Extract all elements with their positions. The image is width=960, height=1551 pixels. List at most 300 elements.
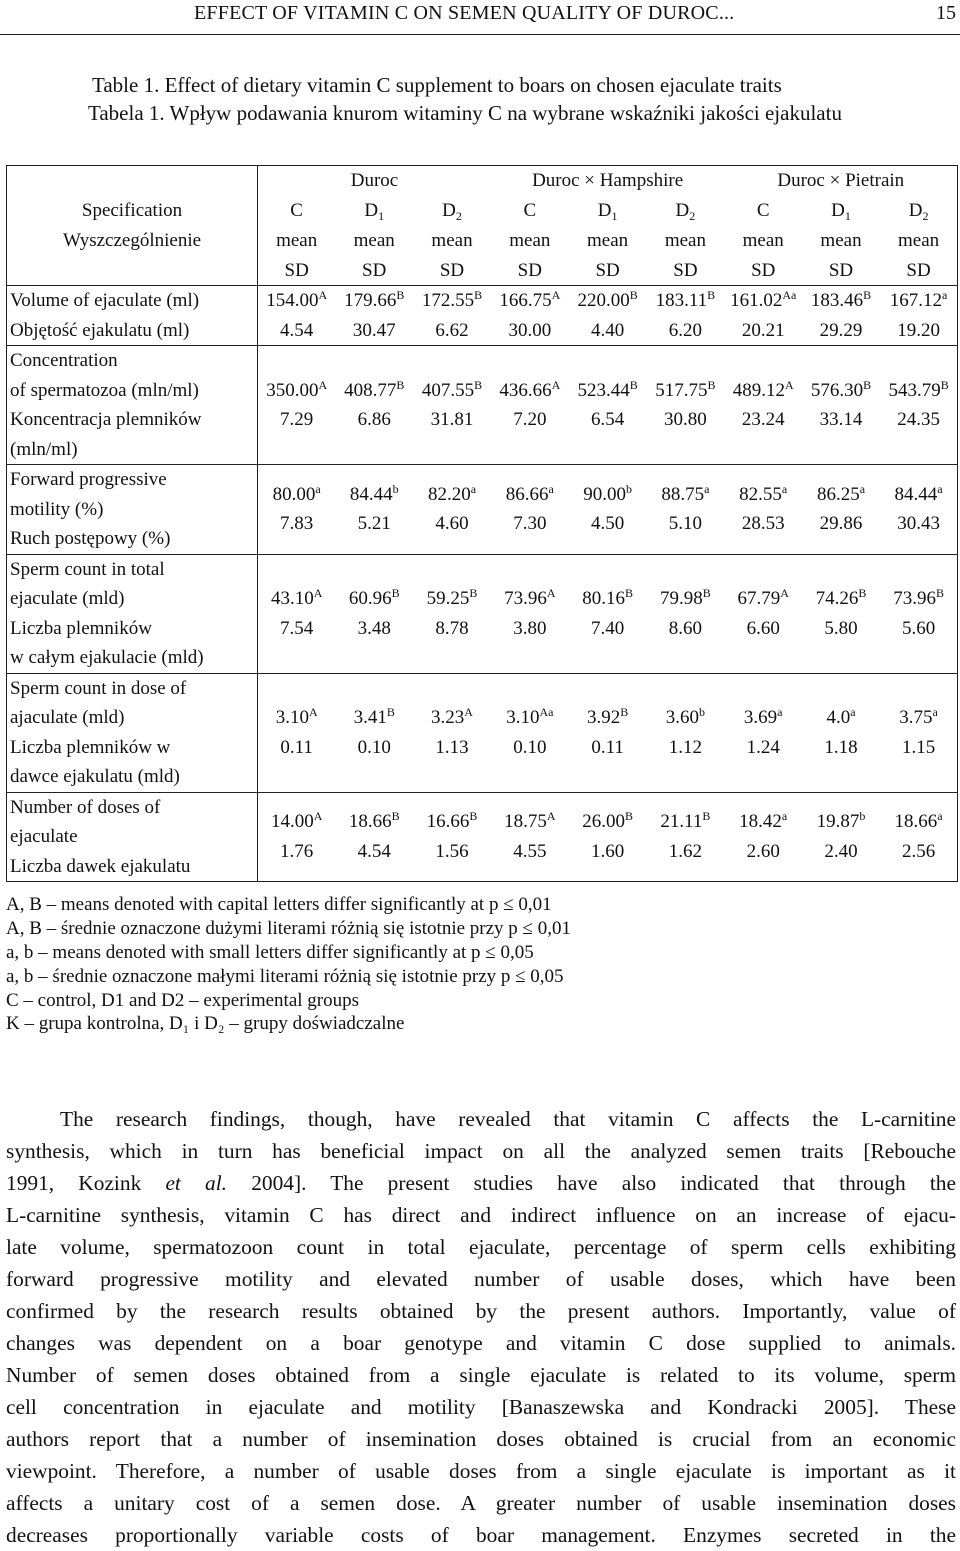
group-label: D (364, 200, 379, 221)
value-cell (413, 554, 491, 673)
sd-value: 6.86 (357, 409, 391, 430)
mean-value (491, 807, 569, 837)
value-cell (491, 465, 569, 555)
significance-letter: B (702, 586, 711, 600)
specification-header-line: Specification (81, 200, 183, 221)
significance-letter: B (391, 809, 400, 824)
paragraph-line: cell concentration in ejaculate and motility [Banaszewska and Kondracki 2005]. These (6, 1395, 956, 1419)
sd-value: 4.60 (435, 513, 469, 535)
mean-number: 523.44 (577, 379, 630, 401)
stat-header (724, 226, 802, 286)
significance-letter: a (850, 705, 856, 719)
table-caption-english: Table 1. Effect of dietary vitamin C supplement to boars on chosen ejaculate traits (92, 73, 782, 97)
sd-label: SD (439, 259, 465, 281)
significance-letter: a (315, 481, 321, 496)
mean-number: 3.10 (506, 707, 540, 728)
mean-value (724, 584, 802, 614)
value-cell (647, 465, 725, 555)
stat-header (647, 226, 725, 286)
group-header (880, 196, 958, 226)
running-head-title: EFFECT OF VITAMIN C ON SEMEN QUALITY OF DUROC... (194, 2, 735, 24)
value-cell (569, 465, 647, 555)
significance-letter: B (620, 705, 629, 719)
value-cell (647, 286, 725, 346)
significance-letter: B (469, 586, 478, 600)
sd-value: 1.24 (746, 736, 780, 758)
mean-value (258, 480, 335, 510)
mean-number: 3.60 (665, 707, 700, 728)
group-header (724, 196, 802, 226)
sd-value: 6.62 (435, 319, 469, 341)
mean-number: 408.77 (344, 379, 397, 401)
mean-number: 59.25 (426, 588, 470, 609)
sd-value: 8.60 (668, 617, 703, 639)
mean-number: 3.10 (275, 707, 309, 728)
mean-value (647, 376, 725, 406)
mean-value (724, 376, 802, 406)
trait-label (7, 465, 258, 555)
et-al-italic: et al. (165, 1171, 228, 1195)
value-cell (802, 346, 880, 465)
significance-letter: A (318, 288, 328, 302)
mean-value (802, 480, 880, 510)
mean-number: 179.66 (344, 290, 397, 311)
paragraph-line: forward progressive motility and elevated number of usable doses, which have been (6, 1267, 956, 1291)
mean-value (258, 703, 335, 733)
trait-label-line: Volume of ejaculate (ml) (10, 290, 200, 311)
mean-value (335, 376, 413, 406)
sd-value: 1.76 (280, 840, 314, 862)
mean-label: mean (353, 230, 395, 251)
significance-letter: b (625, 481, 632, 496)
mean-number: 3.69 (743, 707, 778, 728)
specification-header (7, 196, 258, 286)
trait-row (7, 346, 958, 465)
sd-value: 4.54 (357, 840, 391, 862)
paragraph-line: changes was dependent on a boar genotype and vitamin C dose supplied to animals. (6, 1331, 956, 1355)
significance-letter: A (318, 377, 328, 392)
mean-value (491, 376, 569, 406)
significance-letter: Aa (539, 705, 554, 719)
paragraph-line: authors report that a number of insemination doses obtained is crucial from an economic (6, 1427, 956, 1451)
mean-value (413, 703, 491, 733)
value-cell (413, 792, 491, 882)
trait-label-line: dawce ejakulatu (mld) (10, 766, 180, 787)
group-header (491, 196, 569, 226)
sd-label: SD (828, 259, 854, 281)
genotype-header: Duroc × Pietrain (724, 166, 957, 197)
mean-number: 73.96 (504, 588, 547, 609)
mean-value (802, 703, 880, 733)
value-cell (491, 554, 569, 673)
trait-label-line: ajaculate (mld) (10, 707, 125, 728)
value-cell (413, 346, 491, 465)
sd-label: SD (751, 259, 776, 281)
trait-label-line: ejaculate (10, 826, 78, 847)
significance-letter: b (392, 481, 399, 496)
sd-value: 29.86 (819, 513, 863, 535)
mean-value (569, 703, 647, 733)
value-cell (802, 465, 880, 555)
mean-value (802, 376, 880, 406)
sd-label: SD (595, 259, 620, 281)
trait-row (7, 554, 958, 673)
trait-label-line: w całym ejakulacie (mld) (10, 647, 204, 668)
stat-header (335, 226, 413, 286)
mean-number: 407.55 (421, 379, 475, 401)
sd-label: SD (284, 259, 309, 281)
group-subscript: 2 (455, 209, 462, 223)
value-cell (413, 465, 491, 555)
significance-letter: B (391, 586, 400, 600)
significance-letter: B (396, 377, 405, 392)
mean-value (258, 286, 335, 316)
paragraph-line: L-carnitine synthesis, vitamin C has direct and indirect influence on an increase of ejacu- (6, 1203, 956, 1227)
genotype-header: Duroc (258, 166, 491, 197)
sd-value: 30.47 (352, 319, 396, 341)
value-cell (802, 673, 880, 792)
value-cell (724, 554, 802, 673)
mean-number: 86.66 (505, 483, 549, 505)
sd-value: 33.14 (819, 409, 863, 430)
mean-number: 18.66 (348, 811, 392, 833)
sd-value: 7.29 (280, 409, 314, 430)
mean-number: 14.00 (270, 811, 314, 833)
mean-value (880, 807, 957, 837)
sd-value: 7.20 (513, 409, 547, 430)
mean-number: 18.66 (894, 811, 938, 833)
sd-value: 4.55 (513, 840, 547, 862)
value-cell (413, 286, 491, 346)
group-label: C (756, 200, 770, 221)
mean-number: 489.12 (732, 379, 785, 401)
significance-letter: A (785, 377, 794, 392)
stat-header (802, 226, 880, 286)
mean-value (880, 376, 957, 406)
significance-letter: A (464, 705, 473, 719)
stat-header (880, 226, 958, 286)
group-header (335, 196, 413, 226)
mean-value (724, 807, 802, 837)
significance-letter: B (469, 809, 478, 824)
results-table (6, 165, 958, 882)
mean-value (335, 480, 413, 510)
paragraph-line: 1991, Kozink et al. 2004]. The present studies have also indicated that through the (6, 1171, 956, 1195)
mean-label: mean (742, 230, 784, 251)
value-cell (802, 554, 880, 673)
value-cell (647, 554, 725, 673)
value-cell (335, 286, 413, 346)
sd-value: 1.12 (668, 736, 703, 758)
paragraph-line: late volume, spermatozoon count in total ejaculate, percentage of sperm cells exhibiting (6, 1235, 956, 1259)
value-cell (491, 792, 569, 882)
group-header-row (7, 196, 958, 226)
significance-letter: A (308, 705, 318, 719)
paragraph-line: decreases proportionally variable costs of boar management. Enzymes secreted in the (6, 1523, 956, 1547)
mean-number: 80.00 (272, 483, 316, 505)
mean-number: 166.75 (499, 290, 552, 311)
mean-value (413, 376, 491, 406)
sd-value: 31.81 (430, 409, 474, 430)
significance-letter: A (551, 377, 561, 392)
sd-value: 2.56 (901, 840, 936, 862)
sd-value: 6.20 (668, 319, 703, 341)
mean-number: 172.55 (421, 290, 475, 311)
mean-number: 220.00 (577, 290, 630, 311)
mean-value (724, 286, 802, 316)
mean-number: 82.55 (739, 483, 782, 505)
mean-number: 88.75 (661, 483, 705, 505)
mean-value (647, 584, 725, 614)
significance-letter: a (781, 481, 788, 496)
sd-value: 29.29 (819, 319, 863, 341)
mean-number: 73.96 (893, 588, 936, 609)
sd-value: 0.10 (513, 736, 547, 758)
group-label: C (523, 200, 537, 221)
sd-value: 3.80 (513, 617, 547, 639)
significance-letter: A (313, 809, 323, 824)
significance-letter: a (704, 481, 710, 496)
trait-label-line: ejaculate (mld) (10, 588, 125, 609)
value-cell (335, 792, 413, 882)
trait-label (7, 792, 258, 882)
footnote-line: a, b – średnie oznaczone małymi literami różnią się istotnie przy p ≤ 0,05 (6, 965, 564, 987)
value-cell (258, 673, 336, 792)
sd-value: 7.40 (590, 617, 625, 639)
mean-label: mean (509, 230, 551, 251)
significance-letter: B (863, 288, 872, 302)
group-label: C (290, 200, 303, 221)
sd-value: 1.60 (590, 840, 625, 862)
trait-label-line: Koncentracja plemników (10, 409, 202, 430)
sd-value: 0.11 (280, 736, 313, 758)
sd-value: 1.13 (435, 736, 469, 758)
mean-number: 18.75 (504, 811, 547, 833)
mean-number: 60.96 (348, 588, 392, 609)
mean-number: 436.66 (499, 379, 552, 401)
sd-value: 0.10 (357, 736, 391, 758)
mean-number: 543.79 (888, 379, 941, 401)
group-subscript: 2 (689, 209, 696, 223)
mean-number: 350.00 (266, 379, 319, 401)
sd-label: SD (517, 259, 542, 281)
group-header (647, 196, 725, 226)
mean-value (569, 286, 647, 316)
mean-number: 517.75 (655, 379, 708, 401)
sd-value: 2.40 (824, 840, 858, 862)
significance-letter: B (707, 288, 716, 302)
value-cell (569, 792, 647, 882)
mean-label: mean (276, 230, 318, 251)
mean-label: mean (587, 230, 629, 251)
paragraph-line: confirmed by the research results obtained by the present authors. Importantly, value of (6, 1299, 956, 1323)
mean-value (569, 584, 647, 614)
mean-value (413, 584, 491, 614)
sd-value: 5.80 (824, 617, 858, 639)
significance-letter: a (548, 481, 554, 496)
running-head (0, 0, 960, 35)
mean-value (880, 286, 957, 316)
stat-header (413, 226, 491, 286)
sd-value: 4.50 (590, 513, 625, 535)
significance-letter: Aa (782, 288, 797, 302)
significance-letter: a (937, 809, 943, 824)
value-cell (880, 286, 958, 346)
trait-label (7, 673, 258, 792)
significance-letter: B (474, 377, 483, 392)
group-header (569, 196, 647, 226)
mean-number: 167.12 (889, 290, 943, 311)
sd-value: 8.78 (435, 617, 469, 639)
sd-value: 1.56 (435, 840, 469, 862)
mean-number: 183.11 (655, 290, 708, 311)
paragraph-line: The research findings, though, have revealed that vitamin C affects the L-carnitine (60, 1107, 956, 1131)
trait-row (7, 673, 958, 792)
footnote-line: C – control, D1 and D2 – experimental groups (6, 989, 360, 1011)
mean-label: mean (431, 230, 473, 251)
sd-value: 1.18 (824, 736, 858, 758)
mean-number: 4.0 (826, 707, 851, 728)
mean-value (335, 286, 413, 316)
value-cell (569, 673, 647, 792)
sd-value: 4.40 (590, 319, 625, 341)
mean-value (491, 286, 569, 316)
sd-value: 5.60 (901, 617, 936, 639)
footnote-line: a, b – means denoted with small letters differ significantly at p ≤ 0,05 (6, 941, 534, 963)
value-cell (258, 792, 336, 882)
value-cell (880, 554, 958, 673)
significance-letter: A (546, 586, 556, 600)
mean-value (491, 703, 569, 733)
value-cell (258, 554, 336, 673)
sd-value: 30.43 (897, 513, 940, 535)
mean-value (647, 480, 725, 510)
significance-letter: B (702, 809, 711, 824)
value-cell (724, 792, 802, 882)
mean-number: 86.25 (816, 483, 860, 505)
sd-value: 7.30 (513, 513, 547, 535)
value-cell (569, 286, 647, 346)
significance-letter: B (707, 377, 716, 392)
significance-letter: B (624, 586, 633, 600)
significance-letter: A (780, 586, 789, 600)
mean-value (258, 376, 335, 406)
trait-row (7, 465, 958, 555)
sd-value: 4.54 (280, 319, 314, 341)
paragraph-line: viewpoint. Therefore, a number of usable doses from a single ejaculate is important as it (6, 1459, 956, 1483)
value-cell (258, 286, 336, 346)
mean-value (880, 584, 957, 614)
group-subscript: 1 (844, 209, 851, 223)
mean-number: 3.41 (353, 707, 387, 728)
mean-value (802, 584, 880, 614)
value-cell (569, 346, 647, 465)
mean-number: 154.00 (266, 290, 319, 311)
sd-value: 19.20 (897, 319, 940, 341)
group-header (258, 196, 336, 226)
footnote-line: A, B – means denoted with capital letters differ significantly at p ≤ 0,01 (6, 894, 552, 915)
body-paragraph (6, 1103, 956, 1551)
mean-value (569, 376, 647, 406)
mean-number: 90.00 (583, 483, 626, 505)
mean-number: 183.46 (810, 290, 864, 311)
value-cell (491, 346, 569, 465)
significance-letter: a (937, 481, 943, 496)
mean-value (335, 584, 413, 614)
paragraph-line: Number of semen doses obtained from a single ejaculate is related to its volume, sperm (6, 1363, 956, 1387)
trait-label-line: Forward progressive (10, 469, 167, 490)
mean-value (413, 807, 491, 837)
sd-value: 5.10 (668, 513, 703, 535)
value-cell (880, 792, 958, 882)
mean-number: 43.10 (270, 588, 314, 609)
value-cell (880, 465, 958, 555)
mean-value (880, 703, 957, 733)
mean-number: 74.26 (815, 588, 859, 609)
value-cell (724, 673, 802, 792)
mean-number: 3.92 (586, 707, 621, 728)
mean-value (335, 807, 413, 837)
value-cell (647, 346, 725, 465)
significance-letter: A (551, 288, 561, 302)
group-label: D (831, 200, 845, 221)
value-cell (647, 673, 725, 792)
table-footnotes (6, 893, 571, 1036)
stat-header (569, 226, 647, 286)
sd-value: 24.35 (897, 409, 940, 430)
mean-number: 3.23 (431, 707, 465, 728)
mean-number: 84.44 (894, 483, 938, 505)
sd-value: 30.00 (508, 319, 552, 341)
group-label: D (597, 200, 612, 221)
mean-number: 79.98 (660, 588, 703, 609)
significance-letter: b (859, 809, 866, 824)
significance-letter: a (470, 481, 477, 496)
mean-value (491, 480, 569, 510)
significance-letter: b (699, 705, 706, 719)
footnote-line: K – grupa kontrolna, D₁ i D₂ – grupy doświadczalne (6, 1013, 405, 1035)
stat-header (258, 226, 336, 286)
value-cell (802, 792, 880, 882)
significance-letter: B (386, 705, 395, 719)
trait-label-line: Ruch postępowy (%) (10, 528, 171, 549)
table-body (7, 286, 958, 882)
sd-value: 6.54 (590, 409, 625, 430)
mean-value (569, 480, 647, 510)
value-cell (335, 346, 413, 465)
sd-value: 6.60 (746, 617, 780, 639)
value-cell (880, 346, 958, 465)
trait-label-line: Number of doses of (10, 796, 161, 818)
genotype-header-row (7, 166, 958, 197)
significance-letter: a (777, 705, 783, 719)
group-subscript: 1 (611, 209, 618, 223)
sd-label: SD (906, 259, 931, 281)
trait-row (7, 286, 958, 346)
trait-label-line: Objętość ejakulatu (ml) (10, 319, 190, 341)
sd-value: 2.60 (746, 840, 780, 862)
group-label: D (442, 200, 456, 221)
mean-number: 3.75 (899, 707, 933, 728)
trait-label-line: Sperm count in total (10, 558, 165, 580)
trait-label-line: (mln/ml) (10, 438, 78, 460)
mean-number: 82.20 (427, 483, 471, 505)
stat-header (491, 226, 569, 286)
significance-letter: a (781, 809, 788, 824)
mean-value (802, 807, 880, 837)
sd-value: 1.62 (668, 840, 703, 862)
group-subscript: 2 (922, 209, 929, 223)
